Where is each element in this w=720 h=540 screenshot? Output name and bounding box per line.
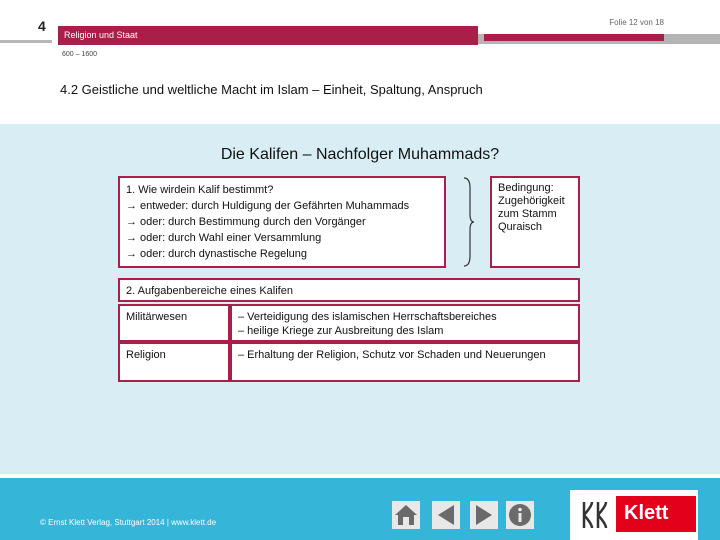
duty-tasks-military [230, 304, 580, 342]
info-button[interactable] [506, 501, 534, 529]
slide-counter: Folie 12 von 18 [609, 18, 664, 27]
condition-box [490, 176, 580, 268]
info-icon [506, 501, 534, 529]
back-button[interactable] [432, 501, 460, 529]
duty-area-military: Militärwesen [118, 304, 230, 342]
condition-text: Zugehörigkeit zum Stamm Quraisch [498, 195, 565, 233]
klett-wordmark-bg [616, 496, 696, 532]
chapter-title: Religion und Staat [64, 30, 138, 40]
chapter-number: 4 [38, 18, 46, 34]
klett-mark-icon [578, 498, 612, 532]
duties-heading: 2. Aufgabenbereiche eines Kalifen [118, 278, 580, 302]
succession-box [118, 176, 446, 268]
duty-task: – Erhaltung der Religion, Schutz vor Schaden und Neuerungen [238, 349, 546, 361]
duty-task: – heilige Kriege zur Ausbreitung des Islam [238, 325, 444, 337]
header-left-accent [0, 40, 52, 43]
back-arrow-icon [432, 501, 460, 529]
home-button[interactable] [392, 501, 420, 529]
condition-label: Bedingung: [498, 182, 554, 194]
header-gray-inner [484, 34, 664, 41]
copyright-text: © Ernst Klett Verlag, Stuttgart 2014 | www.klett.de [40, 518, 217, 527]
succession-item: → entweder: durch Huldigung der Gefährten Muhammads [126, 200, 410, 212]
header-bar [58, 26, 478, 45]
succession-item: → oder: durch Wahl einer Versammlung [126, 232, 322, 244]
page-subtitle: 4.2 Geistliche und weltliche Macht im Islam – Einheit, Spaltung, Anspruch [60, 82, 483, 97]
succession-item: → oder: durch dynastische Regelung [126, 248, 307, 260]
klett-wordmark: Klett [624, 502, 669, 524]
brace-icon [462, 176, 476, 268]
duty-task: – Verteidigung des islamischen Herrschaftsbereiches [238, 311, 497, 323]
klett-logo [570, 490, 698, 540]
home-icon [392, 501, 420, 529]
forward-button[interactable] [470, 501, 498, 529]
duty-tasks-religion [230, 342, 580, 382]
header-gray-bar [478, 34, 720, 44]
succession-item: → oder: durch Bestimmung durch den Vorgänger [126, 216, 366, 228]
main-heading: Die Kalifen – Nachfolger Muhammads? [220, 146, 500, 163]
forward-arrow-icon [470, 501, 498, 529]
succession-question: 1. Wie wirdein Kalif bestimmt? [126, 184, 274, 196]
period-label: 600 – 1600 [62, 51, 98, 58]
duty-area-religion: Religion [118, 342, 230, 382]
